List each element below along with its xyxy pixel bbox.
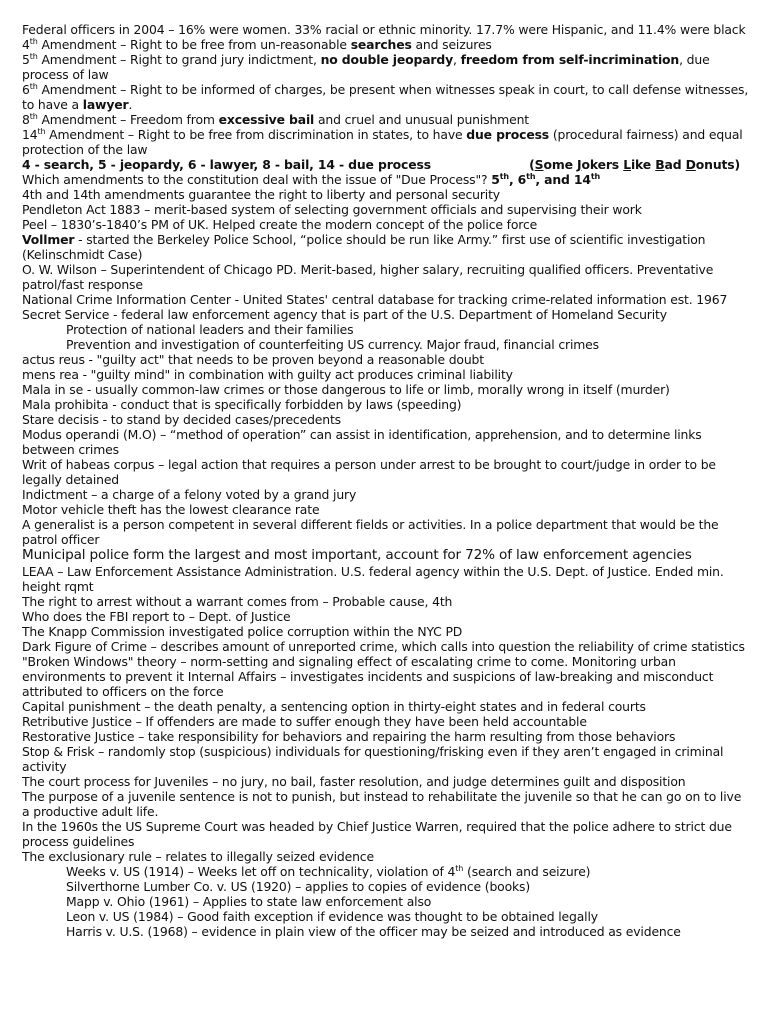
note-line: The court process for Juveniles – no jury, no bail, faster resolution, and judge determines guilt and disposition xyxy=(22,774,686,789)
note-line: Restorative Justice – take responsibility for behaviors and repairing the harm resulting from those behaviors xyxy=(22,729,676,744)
note-line: Stop & Frisk – randomly stop (suspicious) individuals for questioning/frisking even if they aren’t engaged in criminal activity xyxy=(22,744,724,774)
note-line-8th-amendment: 8th Amendment – Freedom from excessive bail and cruel and unusual punishment xyxy=(22,111,529,127)
case-line: Leon v. US (1984) – Good faith exception if evidence was thought to be obtained legally xyxy=(66,909,598,924)
note-line: The Knapp Commission investigated police corruption within the NYC PD xyxy=(22,624,463,639)
note-line-4th-amendment: 4th Amendment – Right to be free from un-reasonable searches and seizures xyxy=(22,36,492,52)
document-body xyxy=(22,22,750,939)
note-line: LEAA – Law Enforcement Assistance Administration. U.S. federal agency within the U.S. Dept. of Justice. Ended min. height rqmt xyxy=(22,564,724,594)
note-line-large: Municipal police form the largest and most important, account for 72% of law enforcement agencies xyxy=(22,547,692,563)
note-line: The right to arrest without a warrant comes from – Probable cause, 4th xyxy=(22,594,453,609)
note-line: Peel – 1830’s-1840’s PM of UK. Helped create the modern concept of the police force xyxy=(22,217,538,232)
note-line: In the 1960s the US Supreme Court was headed by Chief Justice Warren, required that the police adhere to strict due process guidelines xyxy=(22,819,732,849)
case-line: Mapp v. Ohio (1961) – Applies to state law enforcement also xyxy=(66,894,432,909)
note-line: Pendleton Act 1883 – merit-based system of selecting government officials and supervising their work xyxy=(22,202,642,217)
note-line: A generalist is a person competent in several different fields or activities. In a police department that would be the patrol officer xyxy=(22,517,719,547)
note-line-5th-amendment: 5th Amendment – Right to grand jury indictment, no double jeopardy, freedom from self-incrimination, due process of law xyxy=(22,51,710,82)
note-line: Modus operandi (M.O) – “method of operation” can assist in identification, apprehension, and to determine links between crimes xyxy=(22,427,702,457)
note-line: Dark Figure of Crime – describes amount of unreported crime, which calls into question the reliability of crime statistics xyxy=(22,639,745,654)
note-line: National Crime Information Center - United States' central database for tracking crime-related information est. 1967 xyxy=(22,292,728,307)
note-line: mens rea - "guilty mind" in combination with guilty act produces criminal liability xyxy=(22,367,513,382)
note-line-14th-amendment: 14th Amendment – Right to be free from discrimination in states, to have due process (procedural fairness) and equal protection of the law xyxy=(22,126,743,157)
note-line: Federal officers in 2004 – 16% were women. 33% racial or ethnic minority. 17.7% were Hispanic, and 11.4% were black xyxy=(22,22,746,37)
note-line: Mala prohibita - conduct that is specifically forbidden by laws (speeding) xyxy=(22,397,462,412)
indented-note-line: Protection of national leaders and their families xyxy=(66,322,354,337)
note-line: Retributive Justice – If offenders are made to suffer enough they have been held accountable xyxy=(22,714,587,729)
note-line: Writ of habeas corpus – legal action that requires a person under arrest to be brought to court/judge in order to be legally detained xyxy=(22,457,716,487)
note-line: The purpose of a juvenile sentence is not to punish, but instead to rehabilitate the juvenile so that he can go on to live a productive adult life. xyxy=(22,789,742,819)
note-line: O. W. Wilson – Superintendent of Chicago PD. Merit-based, higher salary, recruiting qualified officers. Preventative patrol/fast response xyxy=(22,262,714,292)
case-line: Silverthorne Lumber Co. v. US (1920) – applies to copies of evidence (books) xyxy=(66,879,531,894)
note-line-vollmer: Vollmer - started the Berkeley Police School, “police should be run like Army.” first use of scientific investigation (Kelinschmidt Case) xyxy=(22,232,706,262)
note-line: actus reus - "guilty act" that needs to be proven beyond a reasonable doubt xyxy=(22,352,484,367)
note-line: Motor vehicle theft has the lowest clearance rate xyxy=(22,502,320,517)
note-line: Secret Service - federal law enforcement agency that is part of the U.S. Department of Homeland Security xyxy=(22,307,667,322)
due-process-question: Which amendments to the constitution deal with the issue of "Due Process"? 5th, 6th, and 14th xyxy=(22,171,601,187)
note-line: Who does the FBI report to – Dept. of Justice xyxy=(22,609,291,624)
mnemonic-line: 4 - search, 5 - jeopardy, 6 - lawyer, 8 - bail, 14 - due process (Some Jokers Like Bad Donuts) xyxy=(22,157,740,172)
note-line: 4th and 14th amendments guarantee the right to liberty and personal security xyxy=(22,187,500,202)
note-line: Capital punishment – the death penalty, a sentencing option in thirty-eight states and in federal courts xyxy=(22,699,646,714)
note-line: "Broken Windows" theory – norm-setting and signaling effect of escalating crime to come. Monitoring urban environments to prevent it Internal Affairs – investigates incidents and suspicions of law-breaking and misconduct attributed to officers on the force xyxy=(22,654,714,699)
case-line: Harris v. U.S. (1968) – evidence in plain view of the officer may be seized and introduced as evidence xyxy=(66,924,681,939)
case-line-weeks: Weeks v. US (1914) – Weeks let off on technicality, violation of 4th (search and seizure) xyxy=(66,863,591,879)
note-line: Stare decisis - to stand by decided cases/precedents xyxy=(22,412,341,427)
note-line: Indictment – a charge of a felony voted by a grand jury xyxy=(22,487,357,502)
note-line: The exclusionary rule – relates to illegally seized evidence xyxy=(22,849,374,864)
note-line: Mala in se - usually common-law crimes or those dangerous to life or limb, morally wrong in itself (murder) xyxy=(22,382,670,397)
indented-note-line: Prevention and investigation of counterfeiting US currency. Major fraud, financial crimes xyxy=(66,337,599,352)
note-line-6th-amendment: 6th Amendment – Right to be informed of charges, be present when witnesses speak in court, to call defense witnesses, to have a lawyer. xyxy=(22,81,749,112)
